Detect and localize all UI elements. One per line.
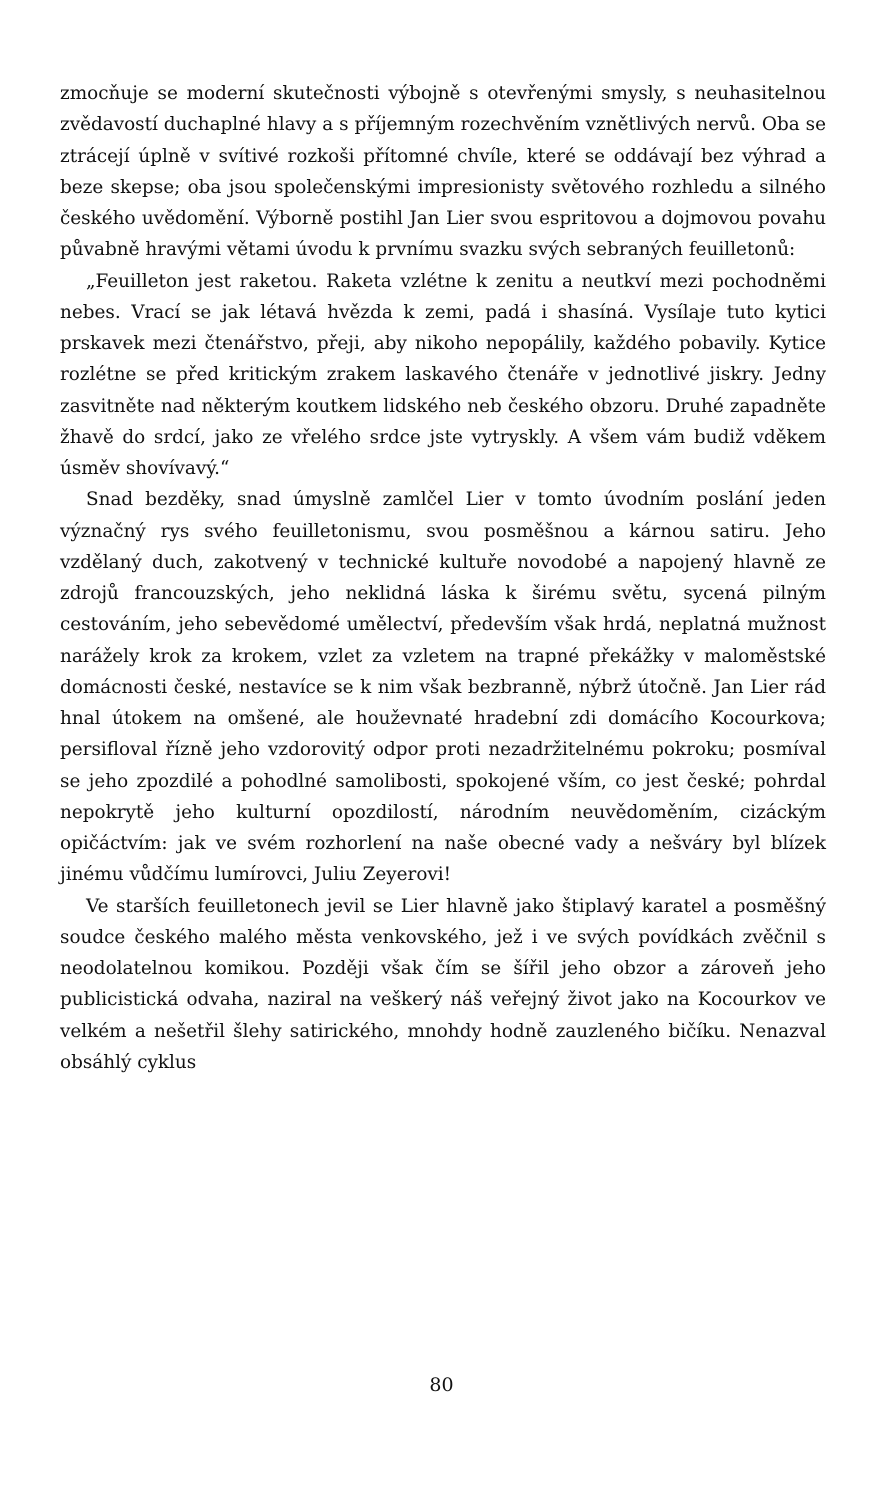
paragraph-1: zmocňuje se moderní skutečnosti výbojně s otevřenými smysly, s neuhasitelnou zvědavostí duchaplné hlavy a s příjemným rozechvěním vznětlivých nervů. Oba se ztrácejí úplně v svítivé rozkoši přítomné chvíle, které se oddávají bez výhrad a beze skepse; oba jsou společenskými impresionisty světového rozhledu a silného českého uvědomění. Výborně postihl Jan Lier svou espritovou a dojmovou povahu půvabně hravými větami úvodu k prvnímu svazku svých sebraných feuilletonů:: [60, 83, 826, 261]
page-number: 80: [429, 1374, 454, 1396]
paragraph-3: Snad bezděky, snad úmyslně zamlčel Lier v tomto úvodním poslání jeden význačný rys svého feuilletonismu, svou posměšnou a kárnou satiru. Jeho vzdělaný duch, zakotvený v technické kultuře novodobé a napojený hlavně ze zdrojů francouzských, jeho neklidná láska k širému světu, sycená pilným cestováním, jeho sebevědomé umělectví, především však hrdá, neplatná mužnost narážely krok za krokem, vzlet za vzletem na trapné překážky v maloměstské domácnosti české, nestavíce se k nim však bezbranně, nýbrž útočně. Jan Lier rád hnal útokem na omšené, ale houževnaté hradební zdi domácího Kocourkova; persifloval řízně jeho vzdorovitý odpor proti nezadržitelnému pokroku; posmíval se jeho zpozdilé a pohodlné samolibosti, spokojené vším, co jest české; pohrdal nepokrytě jeho kulturní opozdilostí, národním neuvědoměním, cizáckým opičáctvím: jak ve svém rozhorlení na naše obecné vady a nešváry byl blízek jinému vůdčímu lumírovci, Juliu Zeyerovi!: [60, 489, 826, 886]
page-body: [60, 78, 826, 1078]
paragraph-2-quote: „Feuilleton jest raketou. Raketa vzlétne k zenitu a neutkví mezi pochodněmi nebes. Vrací se jak létavá hvězda k zemi, padá i shasíná. Vysílaje tuto kytici prskavek mezi čtenářstvo, přeji, aby nikoho nepopálily, každého pobavily. Kytice rozlétne se před kritickým zrakem laskavého čtenáře v jednotlivé jiskry. Jedny zasvitněte nad některým koutkem lidského neb českého obzoru. Druhé zapadněte žhavě do srdcí, jako ze vřelého srdce jste vytryskly. A všem vám budiž vděkem úsměv shovívavý.“: [60, 270, 826, 479]
paragraph-4: Ve starších feuilletonech jevil se Lier hlavně jako štiplavý karatel a posměšný soudce českého malého města venkovského, jež i ve svých povídkách zvěčnil s neodolatelnou komikou. Později však čím se šířil jeho obzor a zároveň jeho publicistická odvaha, naziral na veškerý náš veřejný život jako na Kocourkov ve velkém a nešetřil šlehy satirického, mnohdy hodně zauzleného bičíku. Nenazval obsáhlý cyklus: [60, 895, 826, 1073]
